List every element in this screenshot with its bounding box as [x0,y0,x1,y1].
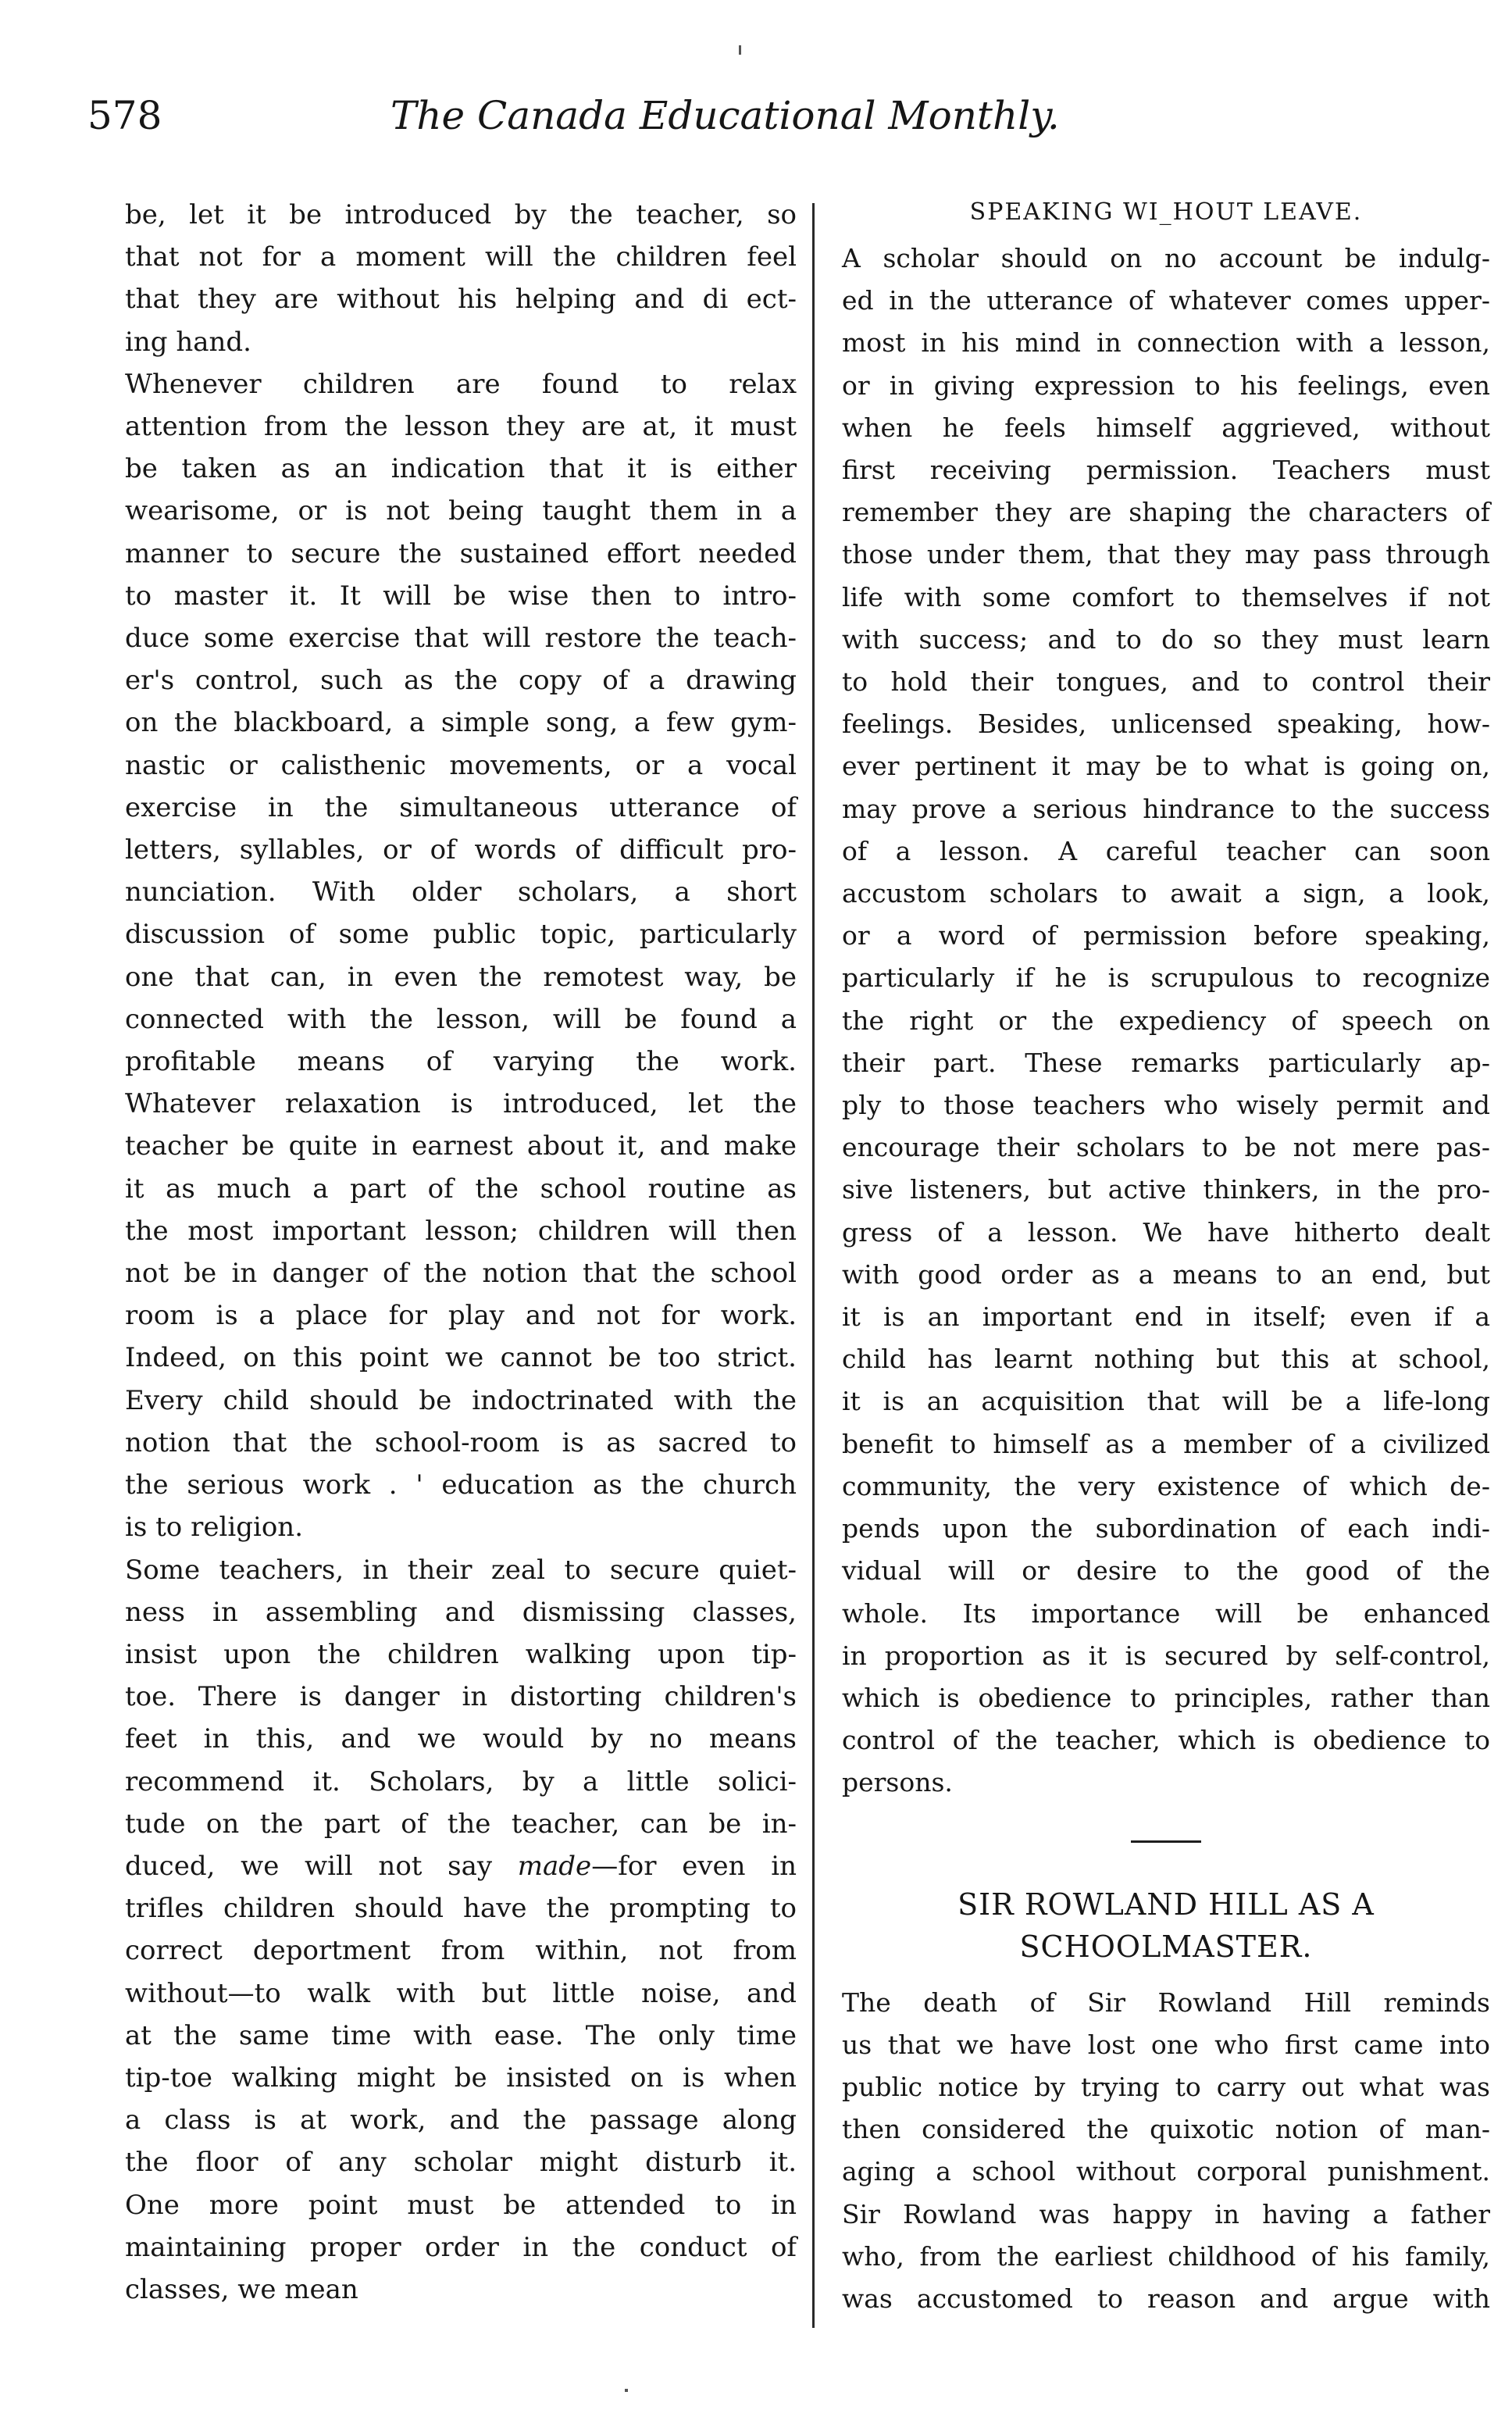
text-line: exercise in the simultaneous utterance of [125,791,797,823]
scan-speck [739,45,741,55]
text-line: one that can, in even the remotest way, be [125,961,797,993]
text-line: Some teachers, in their zeal to secure quiet- [125,1554,797,1586]
text-line: then considered the quixotic notion of man- [842,2114,1490,2145]
text-line: pends upon the subordination of each indi- [842,1513,1490,1544]
text-line: ever pertinent it may be to what is going on, [842,751,1490,782]
text-line: which is obedience to principles, rather than [842,1682,1490,1713]
text-line: ed in the utterance of whatever comes upper- [842,285,1490,316]
text-line: sive listeners, but active thinkers, in the pro- [842,1174,1490,1205]
text-line: A scholar should on no account be indulg- [842,243,1490,273]
text-line: trifles children should have the prompting to [125,1893,797,1925]
text-line: feelings. Besides, unlicensed speaking, how- [842,709,1490,740]
text-line: the most important lesson; children will then [125,1215,797,1247]
text-line: nastic or calisthenic movements, or a vocal [125,749,797,781]
text-line: Whatever relaxation is introduced, let the [125,1088,797,1120]
text-line: classes, we mean [125,2273,358,2305]
text-line: it as much a part of the school routine as [125,1173,797,1205]
text-segment: duced, we will not say [125,1850,518,1882]
text-line: in proportion as it is secured by self-control, [842,1640,1490,1671]
text-line: at the same time with ease. The only time [125,2019,797,2051]
text-line: persons. [842,1767,953,1798]
text-line: Every child should be indoctrinated with the [125,1384,797,1416]
text-line: The death of Sir Rowland Hill reminds [842,1987,1490,2018]
text-line: was accustomed to reason and argue with [842,2283,1490,2314]
text-line: toe. There is danger in distorting children's [125,1681,797,1713]
text-line: without—to walk with but little noise, and [125,1977,797,2009]
text-line: vidual will or desire to the good of the [842,1555,1490,1587]
text-line: feet in this, and we would by no means [125,1723,797,1755]
text-line: be taken as an indication that it is either [125,453,797,485]
text-line: Sir Rowland was happy in having a father [842,2198,1490,2229]
text-line: those under them, that they may pass through [842,539,1490,570]
text-line: encourage their scholars to be not mere pas- [842,1132,1490,1163]
text-line: letters, syllables, or of words of difficult pro- [125,834,797,866]
text-line: correct deportment from within, not from [125,1935,797,1967]
text-line: to master it. It will be wise then to intro- [125,580,797,612]
text-line: room is a place for play and not for work. [125,1300,797,1332]
text-line: who, from the earliest childhood of his family, [842,2240,1490,2272]
text-line: is to religion. [125,1512,304,1544]
paragraph-speaking [842,237,1490,1805]
text-line: profitable means of varying the work. [125,1046,797,1078]
paragraph-relaxation [125,363,797,1549]
scan-speck [625,2389,628,2392]
text-line: with good order as a means to an end, but [842,1258,1490,1290]
text-line: accustom scholars to await a sign, a look, [842,878,1490,909]
text-line: ness in assembling and dismissing classes, [125,1596,797,1628]
paragraph-tiptoe [125,1549,797,2311]
text-segment: —for even in [591,1850,797,1882]
article-title: SIR ROWLAND HILL AS A [957,1887,1375,1922]
text-line: aging a school without corporal punishment. [842,2156,1490,2187]
text-line: Whenever children are found to relax [125,368,797,400]
text-line: control of the teacher, which is obedience to [842,1725,1490,1756]
text-line: us that we have lost one who first came into [842,2029,1490,2060]
text-line: Indeed, on this point we cannot be too strict. [125,1342,797,1374]
text-line: with success; and to do so they must learn [842,623,1490,655]
column-divider [812,203,815,2328]
text-line: community, the very existence of which de- [842,1470,1490,1501]
text-line: tip-toe walking might be insisted on is when [125,2062,797,2094]
running-head-title: The Canada Educational Monthly. [390,93,1060,138]
text-line-with-italic [125,1845,797,1887]
text-line: insist upon the children walking upon tip- [125,1638,797,1670]
text-line: ing hand. [125,326,251,358]
text-line: remember they are shaping the characters of [842,497,1490,528]
text-line: be, let it be introduced by the teacher, so [125,199,797,230]
text-line: the right or the expediency of speech on [842,1005,1490,1036]
text-line: gress of a lesson. We have hitherto dealt [842,1216,1490,1248]
text-line: may prove a serious hindrance to the success [842,793,1490,824]
text-line: a class is at work, and the passage along [125,2104,797,2136]
text-line: connected with the lesson, will be found a [125,1003,797,1035]
section-separator [1131,1840,1201,1843]
text-line: life with some comfort to themselves if not [842,581,1490,612]
text-line: or a word of permission before speaking, [842,920,1490,951]
text-line: particularly if he is scrupulous to recognize [842,962,1490,994]
text-line: recommend it. Scholars, by a little solici- [125,1765,797,1797]
text-line: when he feels himself aggrieved, without [842,412,1490,443]
text-line: whole. Its importance will be enhanced [842,1597,1490,1629]
text-line: the floor of any scholar might disturb it. [125,2147,797,2179]
section-heading: SPEAKING WI_HOUT LEAVE. [969,198,1363,226]
text-line: that not for a moment will the children feel [125,241,797,273]
text-line: attention from the lesson they are at, it must [125,411,797,443]
italic-word: made [517,1850,592,1882]
text-line: notion that the school-room is as sacred to [125,1426,797,1458]
text-line: manner to secure the sustained effort needed [125,537,797,569]
text-line: nunciation. With older scholars, a short [125,876,797,909]
text-line: discussion of some public topic, particularly [125,919,797,951]
text-line: er's control, such as the copy of a drawing [125,665,797,697]
text-line: of a lesson. A careful teacher can soon [842,835,1490,866]
page-number: 578 [87,93,162,138]
article-title: SCHOOLMASTER. [1019,1929,1313,1964]
text-line: child has learnt nothing but this at school, [842,1344,1490,1375]
text-line: duce some exercise that will restore the teach- [125,623,797,655]
paragraph-rowland-hill [842,1982,1490,2321]
text-line: it is an important end in itself; even if a [842,1301,1490,1333]
text-line: first receiving permission. Teachers must [842,455,1490,486]
text-line: most in his mind in connection with a lesson, [842,327,1490,359]
text-line: their part. These remarks particularly ap- [842,1047,1490,1078]
left-column [125,194,797,2311]
text-line: maintaining proper order in the conduct of [125,2231,797,2263]
text-line: to hold their tongues, and to control their [842,666,1490,698]
text-line: wearisome, or is not being taught them in a [125,495,797,527]
text-line: not be in danger of the notion that the school [125,1258,797,1290]
text-line: on the blackboard, a simple song, a few gym- [125,707,797,739]
text-line: benefit to himself as a member of a civilized [842,1428,1490,1459]
text-line: tude on the part of the teacher, can be in- [125,1808,797,1840]
text-line: One more point must be attended to in [125,2189,797,2221]
text-line: that they are without his helping and di ect- [125,284,797,316]
text-line: it is an acquisition that will be a life-long [842,1386,1490,1417]
text-line: teacher be quite in earnest about it, and make [125,1130,797,1162]
text-line: or in giving expression to his feelings, even [842,369,1490,401]
text-line: the serious work . ' education as the church [125,1469,797,1501]
text-line: public notice by trying to carry out what was [842,2071,1490,2102]
right-column [842,194,1490,2320]
paragraph-continued [125,194,797,363]
text-line: ply to those teachers who wisely permit and [842,1090,1490,1121]
